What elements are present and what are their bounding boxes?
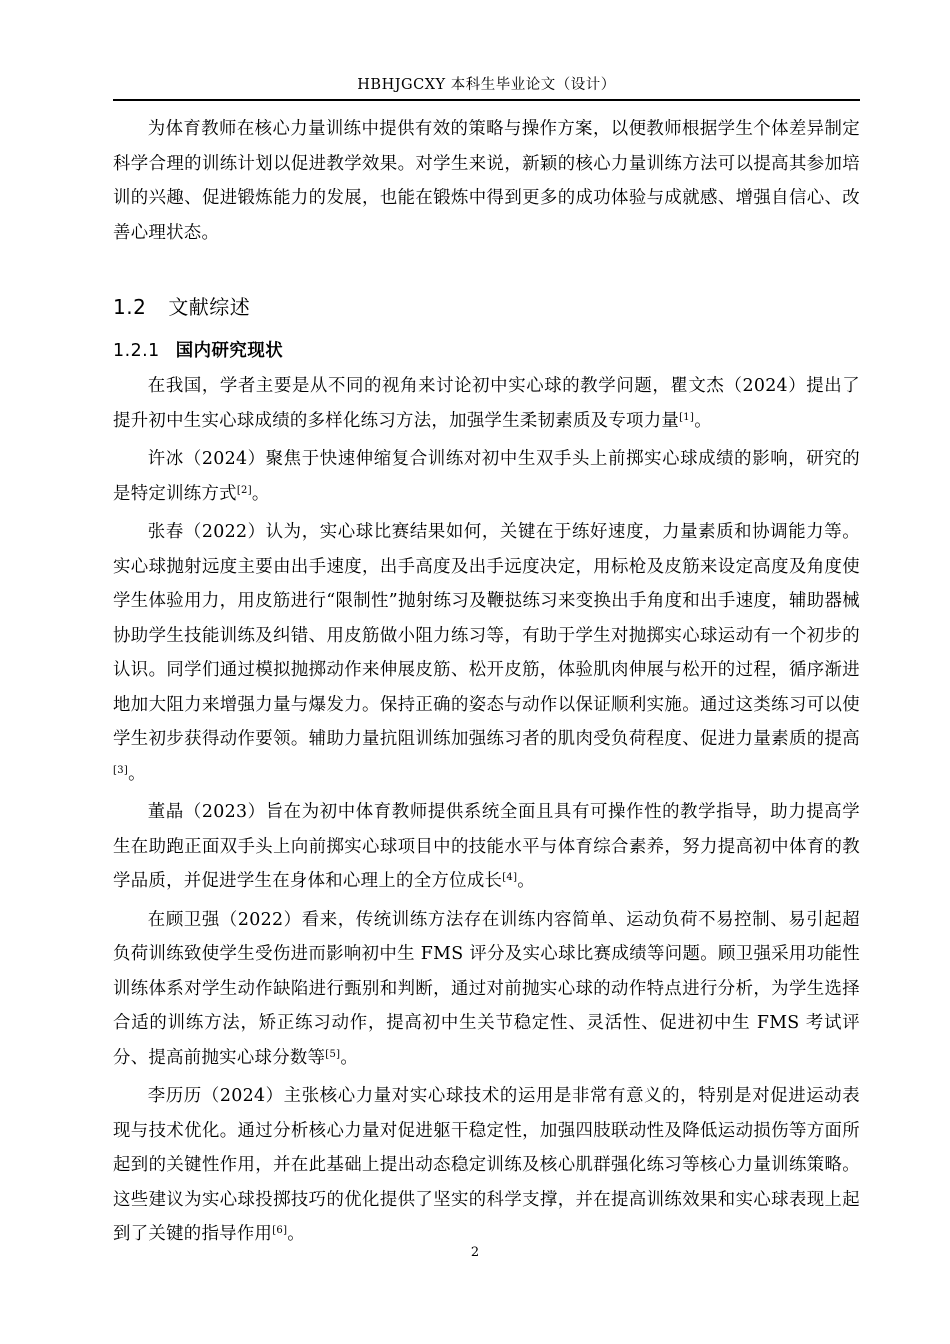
subsection-number: 1.2.1 [113, 341, 160, 361]
paragraph-text: 张春（2022）认为，实心球比赛结果如何，关键在于练好速度，力量素质和协调能力等。实心球抛射远度主要由出手速度，出手高度及出手远度决定，用标枪及皮筋来设定高度及角度使学生体验用力，用皮筋进行“限制性”抛射练习及鞭挞练习来变换出手角度和出手速度，辅助器械协助学生技能训练及纠错、用皮筋做小阻力练习等，有助于学生对抛掷实心球运动有一个初步的认识。同学们通过模拟抛掷动作来伸展皮筋、松开皮筋，体验肌肉伸展与松开的过程，循序渐进地加大阻力来增强力量与爆发力。保持正确的姿态与动作以保证顺利实施。通过这类练习可以使学生初步获得动作要领。辅助力量抗阻训练加强练习者的肌肉受负荷程度、促进力量素质的提高 [113, 522, 860, 749]
body-paragraph [113, 903, 860, 1076]
section-title: 文献综述 [168, 295, 251, 319]
paragraph-end: 。 [251, 483, 270, 504]
body-paragraph [113, 1079, 860, 1252]
paragraph-text: 许冰（2024）聚焦于快速伸缩复合训练对初中生双手头上前掷实心球成绩的影响，研究的是特定训练方式 [113, 449, 860, 504]
citation-ref: [2] [236, 484, 252, 496]
paragraph-end: 。 [128, 763, 146, 784]
section-heading [113, 289, 860, 325]
body-paragraph [113, 369, 860, 438]
citation-ref: [1] [679, 411, 695, 423]
citation-ref: [3] [113, 764, 129, 776]
citation-ref: [5] [325, 1048, 341, 1060]
header-rule [113, 99, 860, 101]
paragraph-text: 董晶（2023）旨在为初中体育教师提供系统全面且具有可操作性的教学指导，助力提高学生在助跑正面双手头上向前掷实心球项目中的技能水平与体育综合素养，努力提高初中体育的教学品质，并促进学生在身体和心理上的全方位成长 [113, 802, 860, 891]
page-content [113, 112, 860, 1252]
paragraph-text: 在顾卫强（2022）看来，传统训练方法存在训练内容简单、运动负荷不易控制、易引起超负荷训练致使学生受伤进而影响初中生 FMS 评分及实心球比赛成绩等问题。顾卫强采用功能性训练体系对学生动作缺陷进行甄别和判断，通过对前抛实心球的动作特点进行分析，为学生选择合适的训练方法，矫正练习动作，提高初中生关节稳定性、灵活性、促进初中生 FMS 考试评分、提高前抛实心球分数等 [113, 909, 860, 1068]
paragraph-end: 。 [287, 1224, 305, 1244]
paragraph-text: 在我国，学者主要是从不同的视角来讨论初中实心球的教学问题，瞿文杰（2024）提出了提升初中生实心球成绩的多样化练习方法，加强学生柔韧素质及专项力量 [113, 376, 860, 431]
paragraph-text: 李历历（2024）主张核心力量对实心球技术的运用是非常有意义的，特别是对促进运动表现与技术优化。通过分析核心力量对促进躯干稳定性，加强四肢联动性及降低运动损伤等方面所起到的关键性作用，并在此基础上提出动态稳定训练及核心肌群强化练习等核心力量训练策略。这些建议为实心球投掷技巧的优化提供了坚实的科学支撑，并在提高训练效果和实心球表现上起到了关键的指导作用 [113, 1086, 860, 1244]
intro-paragraph: 为体育教师在核心力量训练中提供有效的策略与操作方案，以便教师根据学生个体差异制定科学合理的训练计划以促进教学效果。对学生来说，新颖的核心力量训练方法可以提高其参加培训的兴趣、促进锻炼能力的发展，也能在锻炼中得到更多的成功体验与成就感、增强自信心、改善心理状态。 [113, 119, 860, 243]
section-number: 1.2 [113, 295, 147, 319]
subsection-heading [113, 337, 860, 365]
paragraph-end: 。 [694, 410, 712, 431]
subsection-title: 国内研究现状 [175, 341, 284, 361]
paragraph-end: 。 [517, 871, 535, 891]
citation-ref: [4] [502, 872, 518, 883]
page-number: 2 [470, 1245, 480, 1260]
body-paragraph [113, 515, 860, 791]
body-paragraph [113, 442, 860, 511]
body-paragraph [113, 795, 860, 899]
paragraph-end: 。 [340, 1047, 359, 1068]
running-header: HBHJGCXY 本科生毕业论文（设计） [357, 77, 616, 93]
citation-ref: [6] [272, 1225, 288, 1236]
